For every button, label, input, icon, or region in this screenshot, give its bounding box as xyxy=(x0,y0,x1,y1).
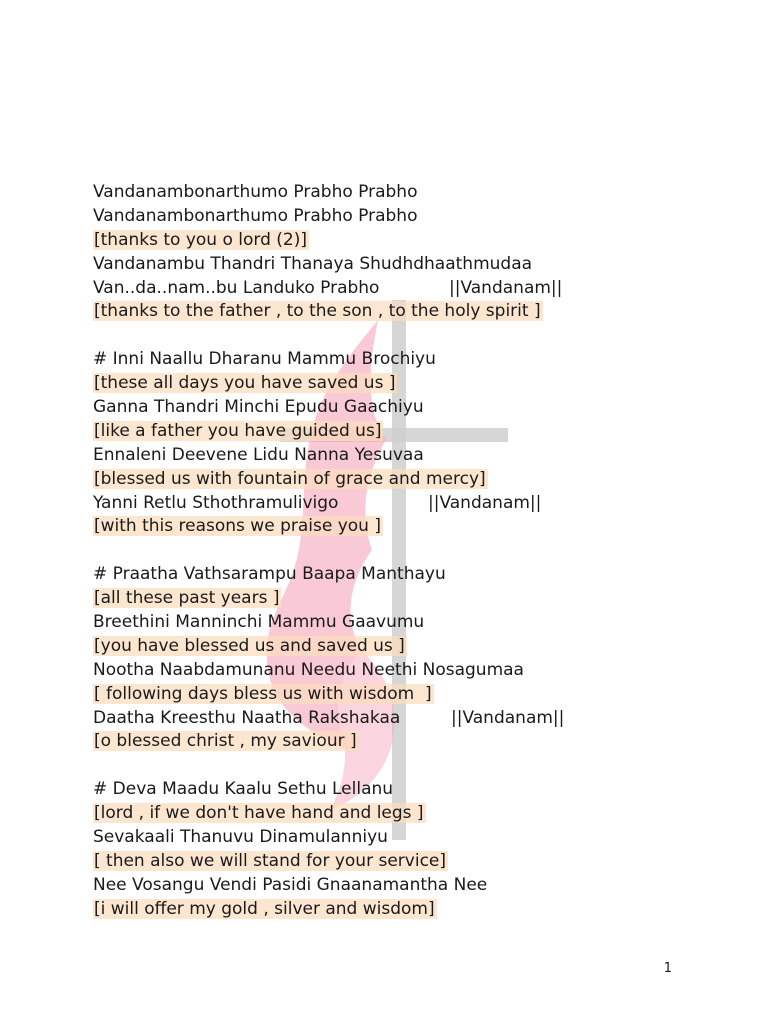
lyric-text: # Inni Naallu Dharanu Mammu Brochiyu xyxy=(93,349,436,370)
lyric-line xyxy=(93,205,693,229)
translation-line xyxy=(93,730,693,754)
translation-text: [all these past years ] xyxy=(94,588,280,609)
translation-line xyxy=(93,229,693,253)
translation-text: [you have blessed us and saved us ] xyxy=(94,635,405,656)
lyric-line xyxy=(93,874,693,898)
lyric-text: Vandanambonarthumo Prabho Prabho xyxy=(93,205,418,226)
lyric-line xyxy=(93,348,693,372)
translation-text: [these all days you have saved us ] xyxy=(94,373,396,394)
refrain-tag: ||Vandanam|| xyxy=(428,492,542,513)
translation-line xyxy=(93,372,693,396)
lyric-text: # Praatha Vathsarampu Baapa Manthayu xyxy=(93,564,446,585)
translation-text: [thanks to the father , to the son , to the holy spirit ] xyxy=(94,301,541,322)
lyric-line xyxy=(93,563,693,587)
lyric-text: Vandanambu Thandri Thanaya Shudhdhaathmudaa xyxy=(93,253,533,274)
translation-line xyxy=(93,300,693,324)
translation-text: [o blessed christ , my saviour ] xyxy=(94,731,357,752)
lyric-line xyxy=(93,659,693,683)
lyric-text: Daatha Kreesthu Naatha Rakshakaa xyxy=(93,707,401,728)
translation-line xyxy=(93,587,693,611)
page-number: 1 xyxy=(663,961,672,976)
lyric-line xyxy=(93,492,693,516)
lyric-text: # Deva Maadu Kaalu Sethu Lellanu xyxy=(93,779,394,800)
translation-line xyxy=(93,515,693,539)
translation-line xyxy=(93,683,693,707)
translation-text: [lord , if we don't have hand and legs ] xyxy=(94,803,424,824)
lyric-text: Breethini Manninchi Mammu Gaavumu xyxy=(93,612,425,633)
translation-text: [i will offer my gold , silver and wisdom] xyxy=(94,898,435,919)
lyric-text: Nee Vosangu Vendi Pasidi Gnaanamantha Nee xyxy=(93,874,488,895)
lyric-line xyxy=(93,396,693,420)
translation-line xyxy=(93,850,693,874)
lyric-line xyxy=(93,778,693,802)
translation-line xyxy=(93,420,693,444)
lyric-text: Nootha Naabdamunanu Needu Neethi Nosagumaa xyxy=(93,659,524,680)
translation-text: [ following days bless us with wisdom ] xyxy=(94,683,432,704)
translation-line xyxy=(93,802,693,826)
stanza-spacer xyxy=(93,324,693,348)
lyric-line xyxy=(93,611,693,635)
lyric-line xyxy=(93,707,693,731)
lyric-text: Yanni Retlu Sthothramulivigo xyxy=(93,492,339,513)
translation-text: [blessed us with fountain of grace and mercy] xyxy=(94,468,486,489)
translation-line xyxy=(93,635,693,659)
lyric-text: Sevakaali Thanuvu Dinamulanniyu xyxy=(93,827,388,848)
lyric-text: Ennaleni Deevene Lidu Nanna Yesuvaa xyxy=(93,444,424,465)
translation-text: [like a father you have guided us] xyxy=(94,420,382,441)
refrain-tag: ||Vandanam|| xyxy=(451,707,565,728)
lyrics-body xyxy=(93,181,693,922)
translation-line xyxy=(93,468,693,492)
translation-text: [ then also we will stand for your service] xyxy=(94,850,447,871)
stanza-spacer xyxy=(93,539,693,563)
lyric-text: Vandanambonarthumo Prabho Prabho xyxy=(93,182,418,202)
translation-text: [thanks to you o lord (2)] xyxy=(94,229,308,250)
lyric-line xyxy=(93,181,693,205)
lyric-text: Ganna Thandri Minchi Epudu Gaachiyu xyxy=(93,397,424,418)
lyric-line xyxy=(93,253,693,277)
lyric-line xyxy=(93,826,693,850)
lyric-line xyxy=(93,444,693,468)
lyric-line xyxy=(93,277,693,301)
stanza-spacer xyxy=(93,754,693,778)
refrain-tag: ||Vandanam|| xyxy=(449,277,563,298)
translation-text: [with this reasons we praise you ] xyxy=(94,516,381,537)
translation-line xyxy=(93,898,693,922)
lyric-text: Van..da..nam..bu Landuko Prabho xyxy=(93,277,380,298)
